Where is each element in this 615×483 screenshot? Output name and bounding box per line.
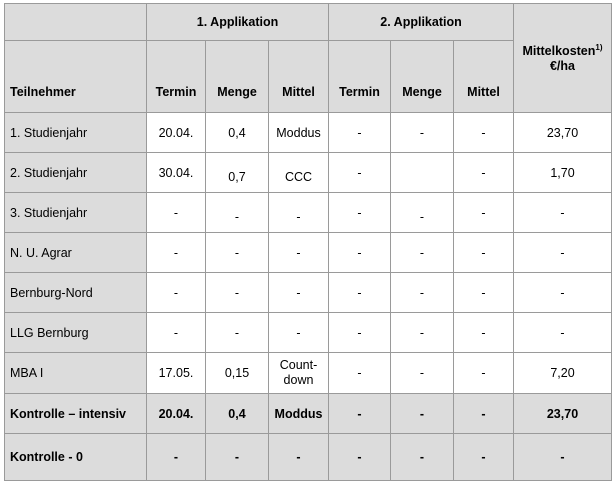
row-name: 1. Studienjahr [5,113,147,153]
cell-cost: - [514,313,612,353]
header-mittelkosten: Mittelkosten$^{1)}$ €/ha [514,4,612,113]
table-row [5,233,612,273]
cell-mittel-1: - [269,313,329,353]
cell-mittel-1: - [269,273,329,313]
cell-menge-1: 0,7 [206,153,269,193]
row-name: 2. Studienjahr [5,153,147,193]
cell-menge-1: - [206,273,269,313]
cell-termin-1: 17.05. [147,353,206,394]
cell-menge-1: - [206,434,269,481]
cell-mittel-2: - [454,434,514,481]
table-row [5,313,612,353]
cell-mittel-1: CCC [269,153,329,193]
cell-menge-1: 0,4 [206,113,269,153]
table-row [5,113,612,153]
cell-mittel-1: Moddus [269,113,329,153]
cell-termin-1: - [147,193,206,233]
results-table-wrapper [4,3,612,481]
cell-mittel-1: - [269,233,329,273]
header-app2: 2. Applikation [329,4,514,41]
header-menge-2: Menge [391,41,454,113]
cell-termin-2: - [329,434,391,481]
header-mittel-1: Mittel [269,41,329,113]
cell-termin-2: - [329,113,391,153]
cell-termin-2: - [329,353,391,394]
cell-termin-1: - [147,233,206,273]
application-table [4,3,612,481]
cell-mittel-2: - [454,313,514,353]
header-app1: 1. Applikation [147,4,329,41]
table-row [5,353,612,394]
cell-menge-2: - [391,233,454,273]
cell-menge-1: 0,15 [206,353,269,394]
table-row [5,394,612,434]
cell-mittel-2: - [454,113,514,153]
cell-termin-2: - [329,153,391,193]
cell-menge-2: - [391,434,454,481]
cell-cost: - [514,434,612,481]
cell-mittel-1: - [269,434,329,481]
corner-cell [5,4,147,41]
row-name: N. U. Agrar [5,233,147,273]
header-menge-1: Menge [206,41,269,113]
cell-termin-2: - [329,313,391,353]
cell-termin-2: - [329,394,391,434]
header-mittel-2: Mittel [454,41,514,113]
row-name: LLG Bernburg [5,313,147,353]
table-row [5,153,612,193]
cell-cost: - [514,273,612,313]
cell-termin-1: - [147,434,206,481]
cell-menge-2: - [391,273,454,313]
cell-mittel-1: - [269,193,329,233]
cell-menge-1: - [206,233,269,273]
cell-termin-1: - [147,273,206,313]
cell-termin-2: - [329,273,391,313]
header-termin-2: Termin [329,41,391,113]
cell-mittel-2: - [454,353,514,394]
cell-cost: 23,70 [514,394,612,434]
cell-cost: 7,20 [514,353,612,394]
cell-mittel-2: - [454,273,514,313]
cell-menge-1: - [206,193,269,233]
table-row [5,273,612,313]
cell-menge-2 [391,153,454,193]
table-row [5,434,612,481]
cell-termin-1: - [147,313,206,353]
cell-menge-2: - [391,353,454,394]
cell-termin-1: 20.04. [147,113,206,153]
cell-mittel-2: - [454,153,514,193]
cell-mittel-2: - [454,233,514,273]
cell-termin-1: 20.04. [147,394,206,434]
cell-termin-2: - [329,193,391,233]
header-termin-1: Termin [147,41,206,113]
cell-mittel-1: Moddus [269,394,329,434]
cell-mittel-1: Count- down [269,353,329,394]
row-name: Kontrolle - 0 [5,434,147,481]
cell-menge-1: - [206,313,269,353]
header-teilnehmer: Teilnehmer [5,41,147,113]
cell-cost: - [514,193,612,233]
cell-termin-2: - [329,233,391,273]
cell-menge-2: - [391,113,454,153]
cell-cost: 23,70 [514,113,612,153]
cell-cost: 1,70 [514,153,612,193]
cell-mittel-2: - [454,193,514,233]
row-name: 3. Studienjahr [5,193,147,233]
cell-menge-2: - [391,394,454,434]
cell-mittel-2: - [454,394,514,434]
cell-cost: - [514,233,612,273]
table-row [5,193,612,233]
cell-menge-2: - [391,193,454,233]
cell-menge-2: - [391,313,454,353]
row-name: Bernburg-Nord [5,273,147,313]
row-name: MBA I [5,353,147,394]
row-name: Kontrolle – intensiv [5,394,147,434]
cell-menge-1: 0,4 [206,394,269,434]
cell-termin-1: 30.04. [147,153,206,193]
